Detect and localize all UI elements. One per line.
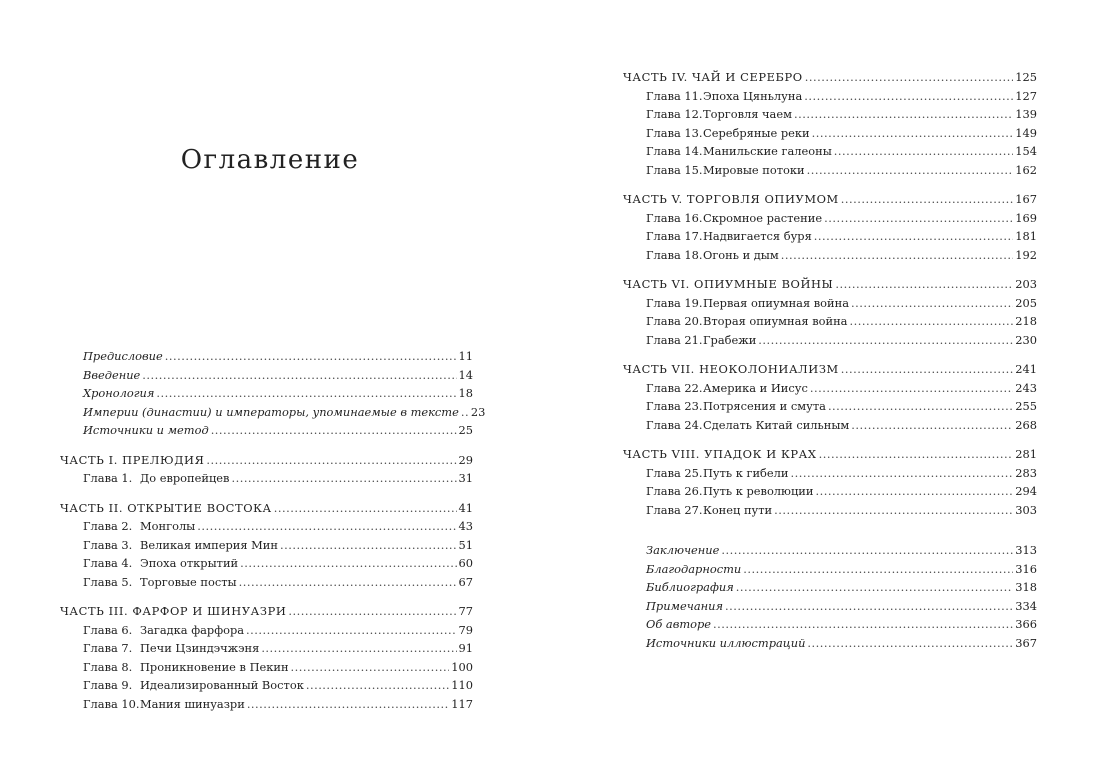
toc-part-entry [623, 360, 1037, 379]
chapter-title: Надвигается буря [703, 229, 812, 243]
toc-chapter-entry [60, 639, 473, 658]
dot-leader [807, 161, 1014, 180]
page-number: 91 [458, 641, 473, 655]
page-number: 11 [458, 349, 473, 363]
page-number: 169 [1015, 210, 1037, 225]
section-title: Хронология [83, 386, 155, 400]
part-title: ЧАСТЬ VIII. УПАДОК И КРАХ [623, 447, 817, 461]
chapter-title: Идеализированный Восток [140, 678, 304, 692]
chapter-number: Глава 25. [646, 465, 703, 480]
page-number: 139 [1015, 107, 1037, 121]
dot-leader [713, 615, 1013, 634]
page-number: 14 [458, 367, 473, 382]
page-number: 241 [1015, 362, 1037, 376]
section-title: Предисловие [83, 349, 163, 363]
dot-leader [211, 421, 457, 440]
chapter-number: Глава 27. [646, 502, 703, 517]
chapter-title: Манильские галеоны [703, 144, 832, 158]
dot-leader [261, 639, 456, 658]
chapter-title: Вторая опиумная война [703, 314, 848, 328]
chapter-number: Глава 2. [83, 519, 133, 533]
toc-chapter-entry [60, 695, 473, 714]
dot-leader [851, 416, 1013, 435]
dot-leader [197, 517, 456, 536]
chapter-number: Глава 6. [83, 622, 133, 637]
chapter-number: Глава 16. [646, 210, 703, 225]
part-title: ЧАСТЬ III. ФАРФОР И ШИНУАЗРИ [60, 604, 287, 618]
chapter-title: Сделать Китай сильным [703, 417, 850, 432]
chapter-title: Эпоха Цяньлуна [703, 88, 803, 103]
toc-chapter-entry [623, 312, 1037, 331]
toc-chapter-entry [623, 379, 1037, 398]
toc-chapter-entry [60, 621, 473, 640]
dot-leader [206, 451, 456, 470]
dot-leader [824, 209, 1013, 228]
toc-list-right [623, 68, 1037, 652]
chapter-title: Проникновение в Пекин [140, 659, 289, 674]
dot-leader [834, 142, 1013, 161]
chapter-number: Глава 24. [646, 417, 703, 432]
toc-front-entry [623, 634, 1037, 653]
chapter-title: Огонь и дым [703, 247, 779, 262]
toc-front-entry [60, 384, 473, 403]
page-number: 218 [1015, 314, 1037, 328]
toc-chapter-entry [60, 658, 473, 677]
toc-part-entry [623, 68, 1037, 87]
toc-front-entry [60, 366, 473, 385]
toc-chapter-entry [60, 676, 473, 695]
toc-chapter-entry [623, 87, 1037, 106]
page-number: 67 [458, 574, 473, 589]
chapter-title: Грабежи [703, 332, 757, 347]
chapter-title: Серебряные реки [703, 125, 810, 140]
toc-part-entry [623, 275, 1037, 294]
dot-leader [841, 190, 1013, 209]
chapter-number: Глава 13. [646, 125, 703, 140]
page-number: 167 [1015, 192, 1037, 206]
toc-chapter-entry [623, 331, 1037, 350]
page-number: 334 [1015, 598, 1037, 613]
toc-chapter-entry [623, 397, 1037, 416]
chapter-number: Глава 14. [646, 144, 703, 158]
chapter-number: Глава 5. [83, 574, 133, 589]
section-title: Введение [83, 367, 141, 382]
toc-chapter-entry [623, 161, 1037, 180]
toc-chapter-entry [623, 105, 1037, 124]
dot-leader [774, 501, 1013, 520]
chapter-title: Путь к гибели [703, 465, 789, 480]
section-title: Источники и метод [83, 423, 209, 437]
toc-chapter-entry [623, 209, 1037, 228]
page-number: 31 [458, 471, 473, 485]
page-number: 29 [458, 452, 473, 467]
chapter-number: Глава 7. [83, 641, 133, 655]
dot-leader [461, 403, 469, 422]
chapter-title: Мания шинуазри [140, 696, 245, 711]
toc-chapter-entry [60, 517, 473, 536]
dot-leader [815, 482, 1013, 501]
toc-front-entry [623, 615, 1037, 634]
part-title: ЧАСТЬ IV. ЧАЙ И СЕРЕБРО [623, 70, 803, 84]
page-number: 149 [1015, 125, 1037, 140]
dot-leader [274, 499, 457, 518]
toc-chapter-entry [60, 554, 473, 573]
chapter-title: Монголы [140, 519, 196, 533]
page-number: 110 [451, 678, 473, 692]
toc-front-entry [60, 347, 473, 366]
dot-leader [791, 464, 1014, 483]
toc-chapter-entry [623, 246, 1037, 265]
part-title: ЧАСТЬ V. ТОРГОВЛЯ ОПИУМОМ [623, 192, 839, 206]
page-number: 100 [451, 659, 473, 674]
toc-chapter-entry [60, 536, 473, 555]
toc-chapter-entry [623, 416, 1037, 435]
toc-part-entry [60, 499, 473, 518]
page-title: Оглавление [180, 145, 360, 175]
dot-leader [288, 602, 456, 621]
dot-leader [165, 347, 457, 366]
page-number: 51 [458, 537, 473, 552]
page-number: 255 [1015, 399, 1037, 413]
section-title: Благодарности [646, 561, 742, 576]
page-number: 281 [1015, 447, 1037, 461]
dot-leader [828, 397, 1013, 416]
page-number: 366 [1015, 617, 1037, 631]
page-number: 243 [1015, 380, 1037, 395]
toc-front-entry [623, 560, 1037, 579]
chapter-title: Потрясения и смута [703, 399, 826, 413]
page-number: 77 [458, 604, 473, 618]
dot-leader [280, 536, 457, 555]
chapter-title: Эпоха открытий [140, 556, 239, 570]
dot-leader [743, 560, 1013, 579]
chapter-number: Глава 19. [646, 295, 703, 310]
chapter-title: Мировые потоки [703, 162, 805, 177]
toc-front-entry [60, 403, 486, 422]
page-number: 43 [458, 519, 473, 533]
dot-leader [794, 105, 1013, 124]
toc-chapter-entry [623, 464, 1037, 483]
page-number: 294 [1015, 484, 1037, 498]
dot-leader [156, 384, 456, 403]
dot-leader [231, 469, 456, 488]
chapter-number: Глава 17. [646, 229, 703, 243]
page-number: 117 [451, 696, 473, 711]
chapter-title: До европейцев [140, 471, 230, 485]
chapter-number: Глава 21. [646, 332, 703, 347]
dot-leader [758, 331, 1013, 350]
dot-leader [781, 246, 1014, 265]
chapter-title: Америка и Иисус [703, 380, 808, 395]
chapter-number: Глава 18. [646, 247, 703, 262]
dot-leader [849, 312, 1013, 331]
section-title: Заключение [646, 543, 720, 557]
chapter-title: Путь к революции [703, 484, 814, 498]
section-title: Примечания [646, 598, 724, 613]
page-number: 25 [458, 423, 473, 437]
toc-chapter-entry [60, 469, 473, 488]
chapter-number: Глава 22. [646, 380, 703, 395]
toc-front-entry [623, 541, 1037, 560]
chapter-number: Глава 4. [83, 556, 133, 570]
chapter-number: Глава 15. [646, 162, 703, 177]
chapter-title: Конец пути [703, 502, 773, 517]
chapter-title: Скромное растение [703, 210, 823, 225]
chapter-number: Глава 26. [646, 484, 703, 498]
toc-chapter-entry [623, 482, 1037, 501]
page-number: 205 [1015, 295, 1037, 310]
page-number: 316 [1015, 561, 1037, 576]
part-title: ЧАСТЬ VI. ОПИУМНЫЕ ВОЙНЫ [623, 277, 834, 291]
chapter-number: Глава 11. [646, 88, 703, 103]
page-number: 23 [470, 404, 486, 419]
toc-chapter-entry [623, 142, 1037, 161]
dot-leader [814, 227, 1013, 246]
dot-leader [807, 634, 1013, 653]
chapter-title: Печи Цзиндэчжэня [140, 641, 260, 655]
toc-part-entry [623, 445, 1037, 464]
page-number: 268 [1015, 417, 1037, 432]
dot-leader [736, 578, 1014, 597]
dot-leader [851, 294, 1013, 313]
page-number: 181 [1015, 229, 1037, 243]
chapter-title: Первая опиумная война [703, 295, 850, 310]
page-number: 154 [1015, 144, 1037, 158]
page-number: 60 [458, 556, 473, 570]
part-title: ЧАСТЬ VII. НЕОКОЛОНИАЛИЗМ [623, 362, 839, 376]
dot-leader [291, 658, 450, 677]
chapter-number: Глава 20. [646, 314, 703, 328]
page-number: 79 [458, 622, 473, 637]
toc-chapter-entry [60, 573, 473, 592]
chapter-number: Глава 8. [83, 659, 133, 674]
dot-leader [810, 379, 1013, 398]
toc-front-entry [60, 421, 473, 440]
section-title: Библиография [646, 580, 734, 594]
chapter-title: Торговые посты [140, 574, 237, 589]
dot-leader [804, 87, 1013, 106]
dot-leader [835, 275, 1013, 294]
section-title: Империи (династии) и императоры, упоминаемые в тексте [83, 404, 459, 419]
toc-part-entry [60, 602, 473, 621]
page-number: 313 [1015, 543, 1037, 557]
part-title: ЧАСТЬ I. ПРЕЛЮДИЯ [60, 452, 205, 467]
toc-front-entry [623, 578, 1037, 597]
dot-leader [239, 573, 457, 592]
toc-part-entry [623, 190, 1037, 209]
chapter-number: Глава 12. [646, 107, 703, 121]
page-number: 318 [1015, 580, 1037, 594]
toc-front-entry [623, 597, 1037, 616]
page-number: 203 [1015, 277, 1037, 291]
dot-leader [721, 541, 1013, 560]
toc-chapter-entry [623, 124, 1037, 143]
page-number: 127 [1015, 88, 1037, 103]
toc-chapter-entry [623, 294, 1037, 313]
dot-leader [805, 68, 1014, 87]
page-number: 230 [1015, 332, 1037, 347]
page-number: 367 [1015, 635, 1037, 650]
section-title: Источники иллюстраций [646, 635, 806, 650]
toc-list-left [60, 347, 486, 713]
dot-leader [240, 554, 456, 573]
toc-part-entry [60, 451, 473, 470]
page-number: 18 [458, 386, 473, 400]
page-number: 162 [1015, 162, 1037, 177]
dot-leader [247, 695, 449, 714]
toc-chapter-entry [623, 501, 1037, 520]
page-number: 192 [1015, 247, 1037, 262]
page-number: 125 [1015, 70, 1037, 84]
page-number: 303 [1015, 502, 1037, 517]
dot-leader [306, 676, 449, 695]
dot-leader [819, 445, 1014, 464]
part-title: ЧАСТЬ II. ОТКРЫТИЕ ВОСТОКА [60, 500, 272, 515]
dot-leader [246, 621, 456, 640]
dot-leader [142, 366, 456, 385]
toc-chapter-entry [623, 227, 1037, 246]
chapter-title: Загадка фарфора [140, 622, 245, 637]
dot-leader [841, 360, 1013, 379]
page-number: 283 [1015, 465, 1037, 480]
chapter-title: Великая империя Мин [140, 537, 278, 552]
chapter-number: Глава 23. [646, 399, 703, 413]
chapter-number: Глава 1. [83, 471, 133, 485]
chapter-number: Глава 9. [83, 678, 133, 692]
chapter-title: Торговля чаем [703, 107, 792, 121]
page-number: 41 [458, 500, 473, 515]
chapter-number: Глава 3. [83, 537, 133, 552]
dot-leader [725, 597, 1013, 616]
dot-leader [812, 124, 1014, 143]
chapter-number: Глава 10. [83, 696, 140, 711]
section-title: Об авторе [646, 617, 712, 631]
